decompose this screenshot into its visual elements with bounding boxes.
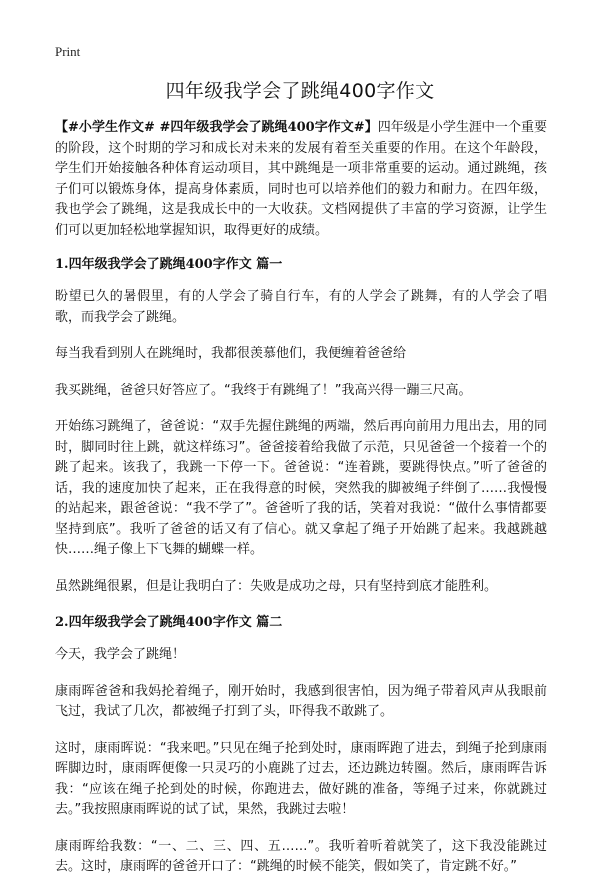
intro-paragraph: [55, 118, 547, 241]
section-2-paragraph-2: 康雨晖爸爸和我妈抡着绳子，刚开始时，我感到很害怕，因为绳子带着风声从我眼前飞过，我试了几次，都被绳子打到了头，吓得我不敢跳了。: [55, 683, 547, 719]
section-1-paragraph-3: 我买跳绳，爸爸只好答应了。“我终于有跳绳了！”我高兴得一蹦三尺高。: [55, 382, 472, 398]
page-title: 四年级我学会了跳绳400字作文: [165, 80, 435, 102]
article-body: [55, 118, 547, 894]
section-2-paragraph-1: 今天，我学会了跳绳！: [55, 647, 186, 662]
section-1-paragraph-2: 每当我看到别人在跳绳时，我都很羡慕他们，我便缠着爸爸给: [55, 346, 407, 361]
intro-text: 四年级是小学生涯中一个重要的阶段，这个时期的学习和成长对未来的发展有着至关重要的作用。在这个年龄段，学生们开始接触各种体育运动项目，其中跳绳是一项非常重要的运动。通过跳绳，孩子们可以锻炼身体，提高身体素质，同时也可以培养他们的毅力和耐力。在四年级，我也学会了跳绳，这是我成长中的一大收获。文档网提供了丰富的学习资源，让学生们可以更加轻松地掌握知识，取得更好的成绩。: [55, 120, 547, 238]
section-heading-2: 2.四年级我学会了跳绳400字作文 篇二: [55, 615, 283, 630]
section-heading-1: 1.四年级我学会了跳绳400字作文 篇一: [55, 257, 283, 272]
section-2-paragraph-3: 这时，康雨晖说：“我来吧。”只见在绳子抡到处时，康雨晖跑了进去，到绳子抡到康雨晖脚边时，康雨晖便像一只灵巧的小鹿跳了过去，还边跳边转圈。然后，康雨晖告诉我：“应该在绳子抡到处的时候，你跑进去，做好跳的准备，等绳子过来，你就跳过去。”我按照康雨晖说的试了试，果然，我跳过去啦！: [55, 740, 547, 817]
intro-tags: 【#小学生作文# #四年级我学会了跳绳400字作文#】: [55, 120, 378, 135]
section-1-paragraph-5: 虽然跳绳很累，但是让我明白了：失败是成功之母，只有坚持到底才能胜利。: [55, 578, 498, 594]
section-1-paragraph-4: 开始练习跳绳了，爸爸说：“双手先握住跳绳的两端，然后再向前用力甩出去，用的同时，脚同时往上跳，就这样练习”。爸爸接着给我做了示范，只见爸爸一个接着一个的跳了起来。该我了，我跳一下停一下。爸爸说：“连着跳，要跳得快点。”听了爸爸的话，我的速度加快了起来，正在我得意的时候，突然我的脚被绳子绊倒了……我慢慢的站起来，跟爸爸说：“我不学了”。爸爸听了我的话，笑着对我说：“做什么事情都要坚持到底”。我听了爸爸的话又有了信心。就又拿起了绳子开始跳了起来。我越跳越快……绳子像上下飞舞的蝴蝶一样。: [55, 419, 547, 557]
section-2-paragraph-4: 康雨晖给我数：“一、二、三、四、五……”。我听着听着就笑了，这下我没能跳过去。这时，康雨晖的爸爸开口了：“跳绳的时候不能笑，假如笑了，肯定跳不好。”: [55, 838, 547, 874]
section-1-paragraph-1: 盼望已久的暑假里，有的人学会了骑自行车，有的人学会了跳舞，有的人学会了唱歌，而我学会了跳绳。: [55, 289, 547, 325]
print-link[interactable]: Print: [55, 44, 81, 59]
